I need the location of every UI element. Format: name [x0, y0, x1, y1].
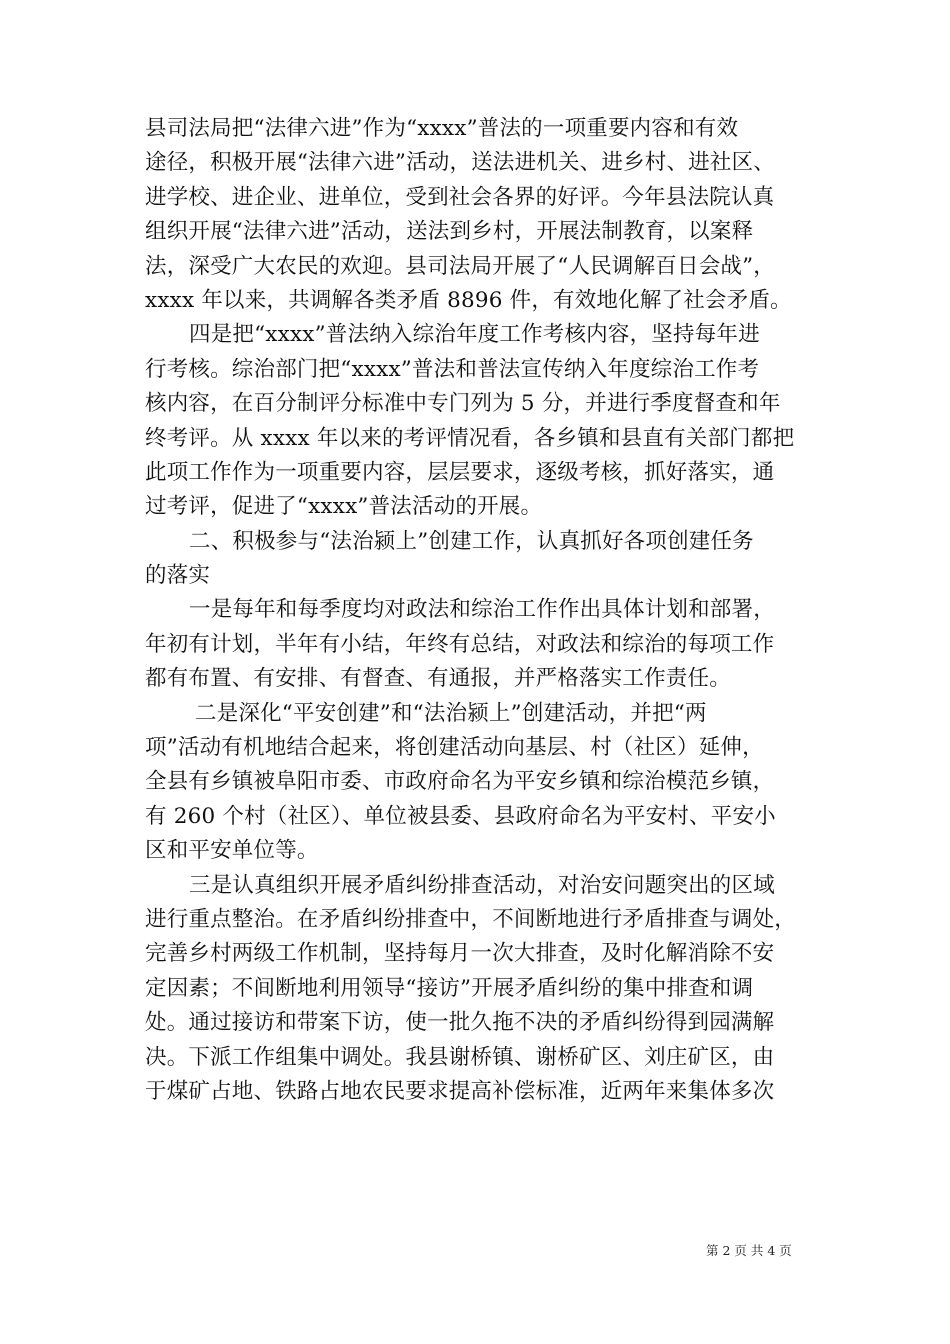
section-heading-line: 的落实 — [145, 563, 211, 589]
text-line: 途径，积极开展“法律六进”活动，送法进机关、进乡村、进社区、 — [145, 150, 775, 176]
section-heading-line: 二、积极参与“法治颍上”创建工作，认真抓好各项创建任务 — [189, 528, 754, 554]
text-line: 处。通过接访和带案下访，使一批久拖不决的矛盾纠纷得到园满解 — [145, 1010, 775, 1036]
text-line: 行考核。综治部门把“xxxx”普法和普法宣传纳入年度综治工作考 — [145, 356, 760, 382]
paragraph-start-line: 三是认真组织开展矛盾纠纷排查活动，对治安问题突出的区域 — [189, 872, 775, 898]
text-line: 项”活动有机地结合起来，将创建活动向基层、村（社区）延伸， — [145, 735, 764, 761]
text-line: 定因素；不间断地利用领导“接访”开展矛盾纠纷的集中排查和调 — [145, 975, 754, 1001]
text-line: 完善乡村两级工作机制，坚持每月一次大排查，及时化解消除不安 — [145, 941, 775, 967]
text-line: 年初有计划，半年有小结，年终有总结，对政法和综治的每项工作 — [145, 631, 775, 657]
text-line: 区和平安单位等。 — [145, 838, 319, 864]
text-line: 于煤矿占地、铁路占地农民要求提高补偿标准，近两年来集体多次 — [145, 1078, 775, 1104]
text-line: 进学校、进企业、进单位，受到社会各界的好评。今年县法院认真 — [145, 184, 775, 210]
text-line: 终考评。从 xxxx 年以来的考评情况看，各乡镇和县直有关部门都把 — [145, 425, 795, 451]
paragraph-start-line: 一是每年和每季度均对政法和综治工作作出具体计划和部署， — [189, 597, 775, 623]
text-line: xxxx 年以来，共调解各类矛盾 8896 件，有效地化解了社会矛盾。 — [145, 287, 792, 313]
paragraph-start-line: 二是深化“平安创建”和“法治颍上”创建活动，并把“两 — [195, 700, 707, 726]
text-line: 核内容，在百分制评分标准中专门列为 5 分，并进行季度督查和年 — [145, 391, 781, 417]
paragraph-start-line: 四是把“xxxx”普法纳入综治年度工作考核内容，坚持每年进 — [189, 322, 760, 348]
page-number-footer: 第 2 页 共 4 页 — [706, 1243, 792, 1258]
text-line: 全县有乡镇被阜阳市委、市政府命名为平安乡镇和综治模范乡镇， — [145, 769, 775, 795]
document-body — [145, 112, 810, 1109]
text-line: 此项工作作为一项重要内容，层层要求，逐级考核，抓好落实，通 — [145, 459, 775, 485]
text-line: 有 260 个村（社区）、单位被县委、县政府命名为平安村、平安小 — [145, 803, 776, 829]
text-line: 法，深受广大农民的欢迎。县司法局开展了“人民调解百日会战”， — [145, 253, 775, 279]
text-line: 进行重点整治。在矛盾纠纷排查中，不间断地进行矛盾排查与调处， — [145, 906, 797, 932]
text-line: 组织开展“法律六进”活动，送法到乡村，开展法制教育，以案释 — [145, 219, 754, 245]
text-line: 决。下派工作组集中调处。我县谢桥镇、谢桥矿区、刘庄矿区，由 — [145, 1044, 775, 1070]
text-line: 县司法局把“法律六进”作为“xxxx”普法的一项重要内容和有效 — [145, 116, 739, 141]
text-line: 都有布置、有安排、有督查、有通报，并严格落实工作责任。 — [145, 666, 731, 692]
text-line: 过考评，促进了“xxxx”普法活动的开展。 — [145, 494, 543, 520]
